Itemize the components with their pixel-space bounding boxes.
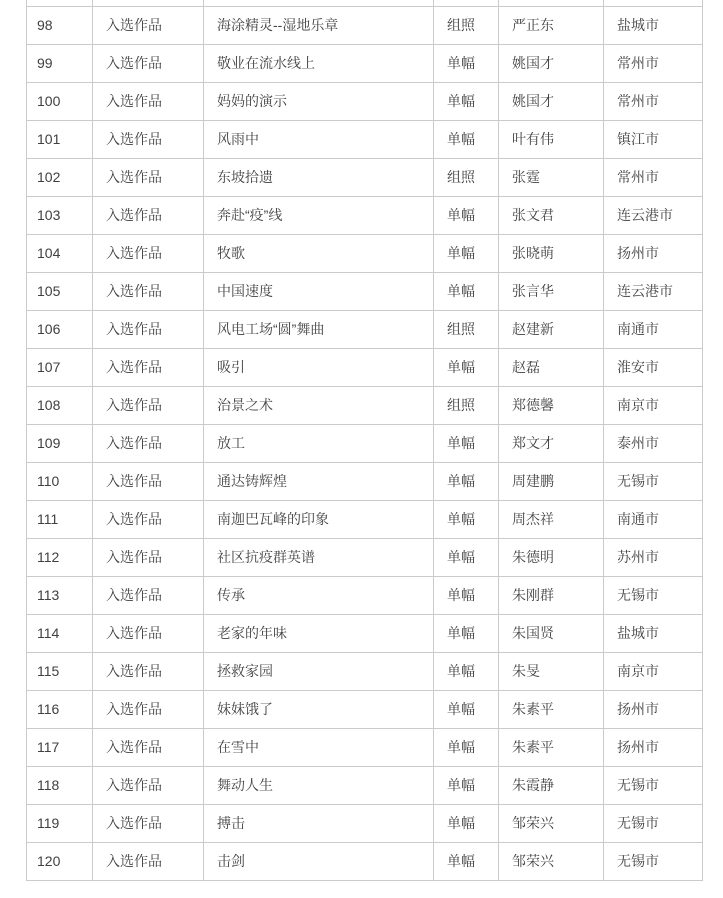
- cell-title: 舞动人生: [204, 767, 434, 805]
- cell-author: 姚国才: [499, 45, 604, 83]
- table-row: [27, 235, 703, 273]
- cell-title: 牧歌: [204, 235, 434, 273]
- cell-author: 邹荣兴: [499, 843, 604, 881]
- cell-title: 搏击: [204, 805, 434, 843]
- cell-city: 常州市: [604, 159, 703, 197]
- cell-type: 单幅: [434, 121, 499, 159]
- cell-number: 107: [27, 349, 93, 387]
- cell-number: 118: [27, 767, 93, 805]
- cell-number: 112: [27, 539, 93, 577]
- cell-number: 119: [27, 805, 93, 843]
- table-row: [27, 425, 703, 463]
- cell-author: 严正东: [499, 7, 604, 45]
- cell-title: 在雪中: [204, 729, 434, 767]
- cell-author: 叶有伟: [499, 121, 604, 159]
- cell-author: 朱霞静: [499, 767, 604, 805]
- cell-city: 无锡市: [604, 767, 703, 805]
- cell-type: 单幅: [434, 539, 499, 577]
- cell-city: 淮安市: [604, 349, 703, 387]
- table-row: [27, 463, 703, 501]
- table-row: [27, 197, 703, 235]
- cell-type: 单幅: [434, 273, 499, 311]
- cell-number: 117: [27, 729, 93, 767]
- cell-author: 姚国才: [499, 83, 604, 121]
- cell-number: 101: [27, 121, 93, 159]
- cell-award: 入选作品: [93, 349, 204, 387]
- cell-type: 单幅: [434, 235, 499, 273]
- cell-title: 风雨中: [204, 121, 434, 159]
- cell-type: 单幅: [434, 767, 499, 805]
- cell-award: 入选作品: [93, 843, 204, 881]
- cell-author: 朱德明: [499, 539, 604, 577]
- cell-award: 入选作品: [93, 197, 204, 235]
- cell-city: 盐城市: [604, 615, 703, 653]
- cell-type: 组照: [434, 7, 499, 45]
- cell-author: 张霆: [499, 159, 604, 197]
- cell-title: 老家的年味: [204, 615, 434, 653]
- cell-title: 妹妹饿了: [204, 691, 434, 729]
- cell-city: 扬州市: [604, 691, 703, 729]
- cell-number: 116: [27, 691, 93, 729]
- cell-author: 张言华: [499, 273, 604, 311]
- cell-number: 115: [27, 653, 93, 691]
- table-row: [27, 349, 703, 387]
- cell-number: 104: [27, 235, 93, 273]
- cell-award: 入选作品: [93, 501, 204, 539]
- cell-type: 单幅: [434, 463, 499, 501]
- cell-title: 击剑: [204, 843, 434, 881]
- table-body: [27, 0, 703, 881]
- cell-award: 入选作品: [93, 7, 204, 45]
- cell-author: 周杰祥: [499, 501, 604, 539]
- cell-type: 单幅: [434, 83, 499, 121]
- cell-number: 111: [27, 501, 93, 539]
- cell-city: 南通市: [604, 311, 703, 349]
- cell-title: 社区抗疫群英谱: [204, 539, 434, 577]
- cell-title: 妈妈的演示: [204, 83, 434, 121]
- table-row: [27, 843, 703, 881]
- cell-city: 无锡市: [604, 805, 703, 843]
- results-table: [26, 0, 703, 881]
- table-row: [27, 577, 703, 615]
- table-row: [27, 387, 703, 425]
- cell-city: 扬州市: [604, 235, 703, 273]
- cell-title: 东坡拾遗: [204, 159, 434, 197]
- cell-type: 单幅: [434, 577, 499, 615]
- cell-author: 张晓萌: [499, 235, 604, 273]
- cell-city: 泰州市: [604, 425, 703, 463]
- cell-city: 盐城市: [604, 7, 703, 45]
- cell-award: 入选作品: [93, 159, 204, 197]
- table-row: [27, 83, 703, 121]
- cell-type: 单幅: [434, 349, 499, 387]
- cell-title: 风电工场“圆”舞曲: [204, 311, 434, 349]
- table-row: [27, 729, 703, 767]
- cell-city: 南京市: [604, 653, 703, 691]
- table-row: [27, 691, 703, 729]
- cell-number: 106: [27, 311, 93, 349]
- table-row: [27, 159, 703, 197]
- cell-title: 吸引: [204, 349, 434, 387]
- cell-type: 单幅: [434, 691, 499, 729]
- cell-type: 单幅: [434, 501, 499, 539]
- cell-award: 入选作品: [93, 273, 204, 311]
- cell-author: 朱素平: [499, 691, 604, 729]
- cell-type: 单幅: [434, 729, 499, 767]
- cell-city: 南通市: [604, 501, 703, 539]
- table-row: [27, 539, 703, 577]
- cell-author: 朱刚群: [499, 577, 604, 615]
- cell-title: 治景之术: [204, 387, 434, 425]
- cell-author: 张文君: [499, 197, 604, 235]
- table-row: [27, 501, 703, 539]
- cell-number: 113: [27, 577, 93, 615]
- cell-award: 入选作品: [93, 83, 204, 121]
- cell-title: 敬业在流水线上: [204, 45, 434, 83]
- table-row: [27, 121, 703, 159]
- cell-city: 常州市: [604, 83, 703, 121]
- cell-award: 入选作品: [93, 539, 204, 577]
- cell-type: 单幅: [434, 45, 499, 83]
- cell-city: 连云港市: [604, 273, 703, 311]
- cell-city: 南京市: [604, 387, 703, 425]
- cell-number: 98: [27, 7, 93, 45]
- cell-title: 拯救家园: [204, 653, 434, 691]
- cell-number: 110: [27, 463, 93, 501]
- cell-title: 通达铸辉煌: [204, 463, 434, 501]
- cell-author: 赵建新: [499, 311, 604, 349]
- cell-award: 入选作品: [93, 45, 204, 83]
- cell-type: 单幅: [434, 197, 499, 235]
- cell-number: 109: [27, 425, 93, 463]
- cell-type: 单幅: [434, 843, 499, 881]
- cell-type: 单幅: [434, 425, 499, 463]
- cell-type: 组照: [434, 387, 499, 425]
- cell-author: 郑文才: [499, 425, 604, 463]
- cell-award: 入选作品: [93, 615, 204, 653]
- cell-number: 100: [27, 83, 93, 121]
- cell-title: 海涂精灵--湿地乐章: [204, 7, 434, 45]
- cell-type: 单幅: [434, 805, 499, 843]
- cell-city: 无锡市: [604, 577, 703, 615]
- table-row: [27, 767, 703, 805]
- cell-award: 入选作品: [93, 729, 204, 767]
- cell-author: 郑德馨: [499, 387, 604, 425]
- cell-number: 99: [27, 45, 93, 83]
- cell-title: 中国速度: [204, 273, 434, 311]
- cell-city: 常州市: [604, 45, 703, 83]
- cell-award: 入选作品: [93, 653, 204, 691]
- table-row: [27, 805, 703, 843]
- table-row: [27, 45, 703, 83]
- cell-type: 单幅: [434, 615, 499, 653]
- cell-author: 赵磊: [499, 349, 604, 387]
- cell-number: 102: [27, 159, 93, 197]
- cell-number: 105: [27, 273, 93, 311]
- cell-city: 苏州市: [604, 539, 703, 577]
- cell-award: 入选作品: [93, 463, 204, 501]
- cell-title: 南迦巴瓦峰的印象: [204, 501, 434, 539]
- cell-award: 入选作品: [93, 235, 204, 273]
- cell-award: 入选作品: [93, 387, 204, 425]
- cell-author: 朱旻: [499, 653, 604, 691]
- cell-type: 组照: [434, 159, 499, 197]
- table-row: [27, 7, 703, 45]
- cell-title: 传承: [204, 577, 434, 615]
- table-row: [27, 311, 703, 349]
- cell-type: 组照: [434, 311, 499, 349]
- cell-author: 朱国贤: [499, 615, 604, 653]
- cell-number: 114: [27, 615, 93, 653]
- cell-city: 无锡市: [604, 463, 703, 501]
- cell-author: 邹荣兴: [499, 805, 604, 843]
- table-row: [27, 615, 703, 653]
- cell-number: 120: [27, 843, 93, 881]
- table-row: [27, 273, 703, 311]
- cell-number: 103: [27, 197, 93, 235]
- cell-author: 周建鹏: [499, 463, 604, 501]
- table-row: [27, 653, 703, 691]
- cell-award: 入选作品: [93, 311, 204, 349]
- cell-author: 朱素平: [499, 729, 604, 767]
- cell-city: 连云港市: [604, 197, 703, 235]
- cell-award: 入选作品: [93, 691, 204, 729]
- cell-type: 单幅: [434, 653, 499, 691]
- cell-award: 入选作品: [93, 425, 204, 463]
- cell-city: 扬州市: [604, 729, 703, 767]
- cell-award: 入选作品: [93, 577, 204, 615]
- cell-award: 入选作品: [93, 767, 204, 805]
- cell-city: 镇江市: [604, 121, 703, 159]
- cell-number: 108: [27, 387, 93, 425]
- cell-award: 入选作品: [93, 805, 204, 843]
- cell-award: 入选作品: [93, 121, 204, 159]
- cell-title: 奔赴“疫”线: [204, 197, 434, 235]
- cell-title: 放工: [204, 425, 434, 463]
- cell-city: 无锡市: [604, 843, 703, 881]
